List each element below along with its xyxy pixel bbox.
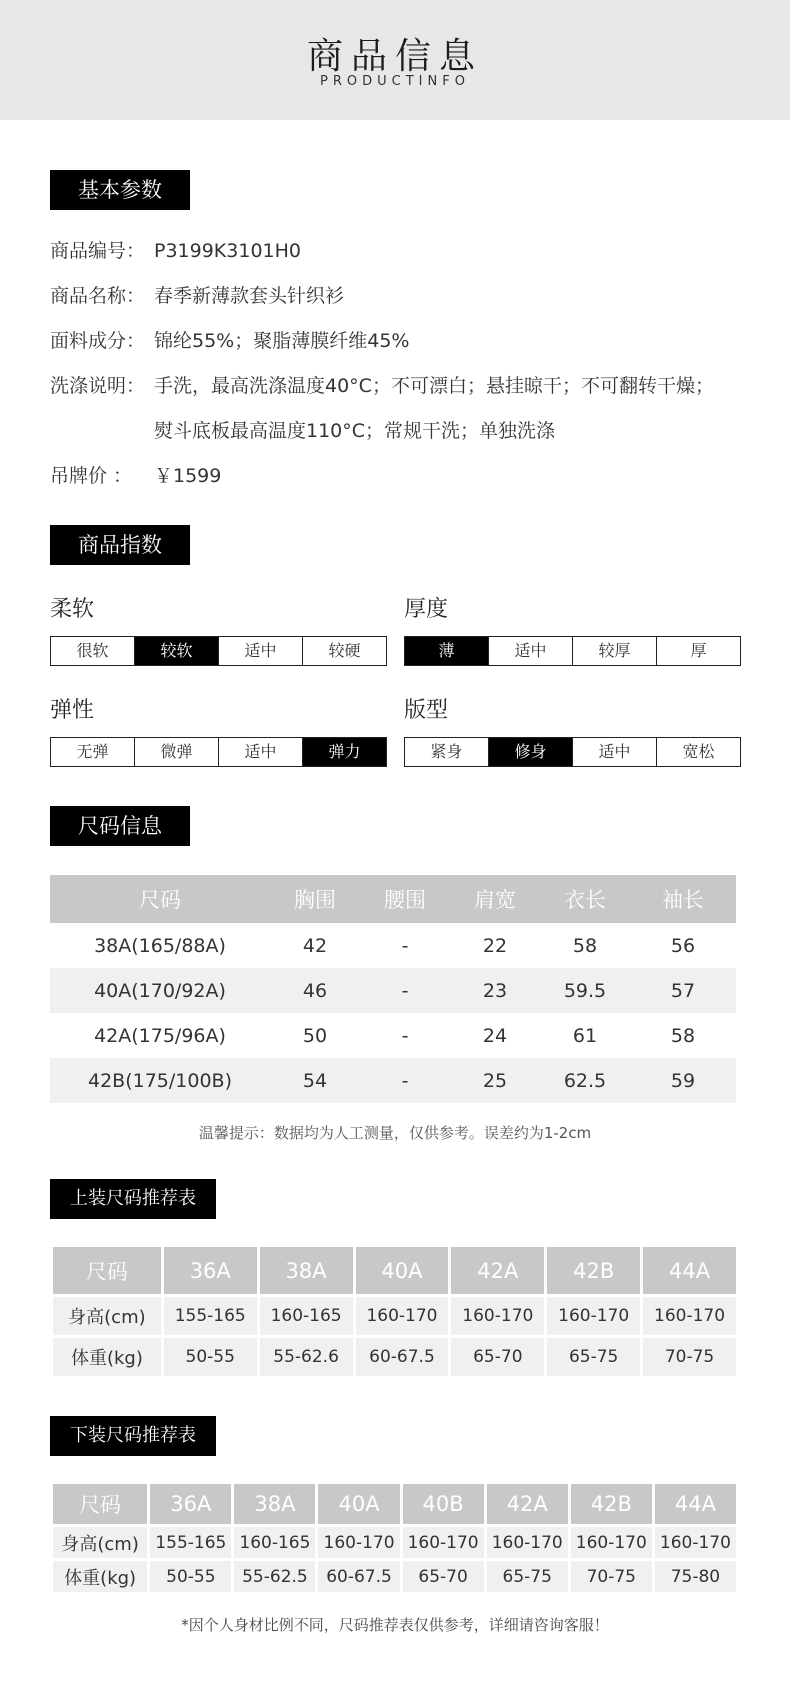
table-cell: 160-170 <box>356 1297 449 1335</box>
index-option: 厚 <box>657 637 740 665</box>
table-cell: 65-75 <box>487 1561 568 1592</box>
index-option: 适中 <box>573 738 657 766</box>
info-value: 春季新薄款套头针织衫 <box>154 285 345 307</box>
info-row-wash-cont: 熨斗底板最高温度110°C；常规干洗；单独洗涤 <box>154 420 556 442</box>
page-subtitle: PRODUCTINFO <box>320 74 470 89</box>
table-row <box>53 1338 736 1376</box>
info-label: 商品编号： <box>50 240 146 262</box>
rec-header-cell: 40A <box>356 1247 449 1294</box>
size-header-cell: 腰围 <box>360 875 450 923</box>
table-cell: 58 <box>572 934 598 957</box>
table-cell: 42A(175/96A) <box>94 1024 226 1047</box>
info-row-fabric <box>50 326 409 353</box>
table-cell: 22 <box>482 934 508 957</box>
table-cell: 160-170 <box>487 1527 568 1558</box>
size-header-cell: 尺码 <box>50 875 270 923</box>
table-cell: 160-170 <box>643 1297 736 1335</box>
info-row-sku <box>50 236 301 263</box>
table-cell: 50-55 <box>164 1338 257 1376</box>
rec-header-cell: 尺码 <box>53 1484 147 1524</box>
rec-header-cell: 42A <box>451 1247 544 1294</box>
table-cell: 70-75 <box>643 1338 736 1376</box>
index-option: 宽松 <box>657 738 740 766</box>
rec-header-cell: 44A <box>655 1484 736 1524</box>
section-tag-index: 商品指数 <box>50 525 190 565</box>
index-title-softness: 柔软 <box>50 597 95 622</box>
table-row <box>53 1527 736 1558</box>
table-cell: - <box>360 1058 450 1103</box>
table-cell: 42B(175/100B) <box>50 1058 270 1103</box>
index-option: 适中 <box>219 738 303 766</box>
index-option: 较软 <box>135 637 219 665</box>
table-cell: 60-67.5 <box>356 1338 449 1376</box>
info-value: 手洗，最高洗涤温度40°C；不可漂白；悬挂晾干；不可翻转干燥； <box>154 375 714 397</box>
index-bar-fit <box>404 737 741 767</box>
page-header <box>0 0 790 120</box>
rec-header-cell: 42B <box>571 1484 652 1524</box>
page-title: 商品信息 <box>306 36 483 77</box>
index-title-thickness: 厚度 <box>404 597 449 622</box>
rec-header-cell: 42A <box>487 1484 568 1524</box>
table-cell: 155-165 <box>150 1527 231 1558</box>
table-cell: - <box>401 1024 409 1047</box>
table-row <box>53 1561 736 1592</box>
size-table-header <box>50 875 736 923</box>
table-cell: 58 <box>670 1024 696 1047</box>
rec-header-cell: 36A <box>164 1247 257 1294</box>
table-cell: - <box>401 934 409 957</box>
index-option: 较厚 <box>573 637 657 665</box>
rec-header-cell: 42B <box>547 1247 640 1294</box>
section-tag-top-rec: 上装尺码推荐表 <box>50 1179 216 1219</box>
footer-note: *因个人身材比例不同，尺码推荐表仅供参考，详细请咨询客服！ <box>181 1616 609 1634</box>
size-header-cell: 衣长 <box>540 875 630 923</box>
row-label: 身高(cm) <box>53 1527 147 1558</box>
size-note: 温馨提示：数据均为人工测量，仅供参考。误差约为1-2cm <box>198 1124 592 1142</box>
price-value: ￥1599 <box>154 465 222 487</box>
info-value: P3199K3101H0 <box>154 240 301 262</box>
index-option: 无弹 <box>51 738 135 766</box>
table-cell: 42 <box>302 934 328 957</box>
table-cell: 54 <box>270 1058 360 1103</box>
row-label: 体重(kg) <box>53 1561 147 1592</box>
top-rec-table <box>50 1244 739 1379</box>
bottom-rec-table <box>50 1481 739 1595</box>
table-cell: 59.5 <box>540 968 630 1013</box>
section-tag-size: 尺码信息 <box>50 806 190 846</box>
index-title-fit: 版型 <box>404 698 449 723</box>
index-bar-elasticity <box>50 737 387 767</box>
table-cell: 160-170 <box>403 1527 484 1558</box>
table-cell: 160-170 <box>655 1527 736 1558</box>
rec-header-row <box>53 1247 736 1294</box>
rec-header-cell: 38A <box>260 1247 353 1294</box>
size-header-cell: 肩宽 <box>450 875 540 923</box>
table-cell: 65-75 <box>547 1338 640 1376</box>
index-option: 较硬 <box>303 637 386 665</box>
table-cell: 57 <box>630 968 736 1013</box>
info-label: 吊牌价 ： <box>50 465 133 487</box>
table-cell: 24 <box>482 1024 508 1047</box>
index-option: 弹力 <box>303 738 386 766</box>
table-cell: 38A(165/88A) <box>94 934 226 957</box>
table-cell: 155-165 <box>164 1297 257 1335</box>
table-row <box>53 1297 736 1335</box>
index-option: 紧身 <box>405 738 489 766</box>
table-cell: 56 <box>670 934 696 957</box>
table-cell: 70-75 <box>571 1561 652 1592</box>
section-tag-bottom-rec: 下装尺码推荐表 <box>50 1416 216 1456</box>
index-option: 薄 <box>405 637 489 665</box>
table-cell: 40A(170/92A) <box>50 968 270 1013</box>
row-label: 体重(kg) <box>53 1338 161 1376</box>
rec-header-cell: 尺码 <box>53 1247 161 1294</box>
table-cell: 160-170 <box>318 1527 399 1558</box>
table-row <box>50 968 736 1013</box>
index-option: 微弹 <box>135 738 219 766</box>
info-value: 锦纶55%；聚脂薄膜纤维45% <box>154 330 410 352</box>
table-cell: 160-170 <box>547 1297 640 1335</box>
row-label: 身高(cm) <box>53 1297 161 1335</box>
rec-header-row <box>53 1484 736 1524</box>
table-cell: 160-170 <box>451 1297 544 1335</box>
table-cell: - <box>360 968 450 1013</box>
table-cell: 50 <box>302 1024 328 1047</box>
index-title-elasticity: 弹性 <box>50 698 95 723</box>
info-row-name <box>50 281 344 308</box>
table-cell: 160-165 <box>234 1527 315 1558</box>
info-label: 商品名称： <box>50 285 146 307</box>
index-option: 适中 <box>219 637 303 665</box>
table-cell: 50-55 <box>150 1561 231 1592</box>
table-cell: 65-70 <box>403 1561 484 1592</box>
index-bar-softness <box>50 636 387 666</box>
table-cell: 55-62.6 <box>260 1338 353 1376</box>
table-cell: 160-165 <box>260 1297 353 1335</box>
size-header-cell: 胸围 <box>270 875 360 923</box>
table-cell: 59 <box>630 1058 736 1103</box>
rec-header-cell: 44A <box>643 1247 736 1294</box>
table-row <box>50 1013 736 1058</box>
info-label: 面料成分： <box>50 330 146 352</box>
table-cell: 60-67.5 <box>318 1561 399 1592</box>
info-label: 洗涤说明： <box>50 375 146 397</box>
table-cell: 25 <box>450 1058 540 1103</box>
index-option: 适中 <box>489 637 573 665</box>
table-cell: 65-70 <box>451 1338 544 1376</box>
rec-header-cell: 36A <box>150 1484 231 1524</box>
table-row <box>50 1058 736 1103</box>
table-cell: 23 <box>450 968 540 1013</box>
table-row <box>50 923 736 968</box>
index-option: 修身 <box>489 738 573 766</box>
size-table <box>50 875 736 1103</box>
table-cell: 62.5 <box>540 1058 630 1103</box>
info-row-price <box>50 461 221 488</box>
table-cell: 61 <box>572 1024 598 1047</box>
rec-header-cell: 40B <box>403 1484 484 1524</box>
table-cell: 55-62.5 <box>234 1561 315 1592</box>
size-header-cell: 袖长 <box>630 875 736 923</box>
table-cell: 75-80 <box>655 1561 736 1592</box>
index-bar-thickness <box>404 636 741 666</box>
index-option: 很软 <box>51 637 135 665</box>
rec-header-cell: 40A <box>318 1484 399 1524</box>
info-row-wash <box>50 371 714 398</box>
table-cell: 46 <box>270 968 360 1013</box>
rec-header-cell: 38A <box>234 1484 315 1524</box>
table-cell: 160-170 <box>571 1527 652 1558</box>
section-tag-basic: 基本参数 <box>50 170 190 210</box>
